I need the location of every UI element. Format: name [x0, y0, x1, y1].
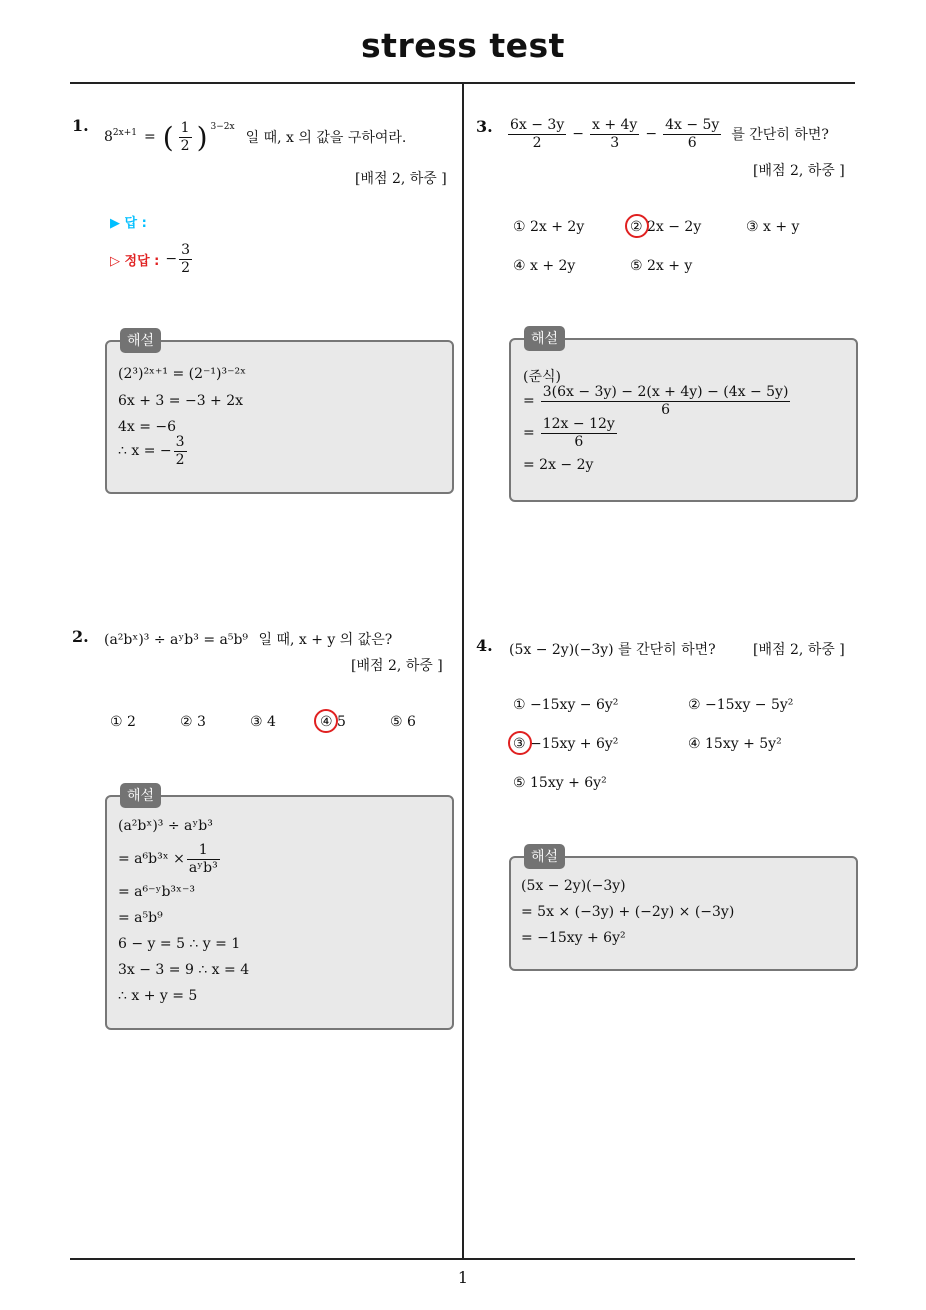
sol2-line-7: ∴ x + y = 5: [118, 988, 198, 1004]
sol3-line-4: = 2x − 2y: [523, 457, 594, 473]
q4-choice-3[interactable]: ③ −15xy + 6y²: [513, 736, 619, 752]
question-3-score: [배점 2, 하중 ]: [753, 163, 845, 179]
q3-fraction-1: [508, 117, 566, 152]
q2-choice-2[interactable]: ② 3: [180, 714, 206, 730]
q3-choice-2[interactable]: ② 2x − 2y: [630, 219, 702, 235]
page-number: 1: [457, 1268, 469, 1287]
sol1-line-4: [118, 434, 189, 469]
question-1-score: [배점 2, 하중 ]: [355, 171, 447, 187]
q1-frac-den: 2: [180, 137, 190, 154]
sol3-l3-eq: =: [523, 425, 535, 442]
q4-choice-1[interactable]: ① −15xy − 6y²: [513, 697, 619, 713]
q1-lhs-base: 8: [104, 129, 113, 146]
sol2-line-1: (a²bˣ)³ ÷ aʸb³: [118, 818, 213, 834]
solution-tag-2: 해설: [120, 783, 161, 808]
q3-choice-4[interactable]: ④ x + 2y: [513, 258, 576, 274]
sol2-line-2: [118, 842, 222, 877]
correct-num: 3: [181, 242, 191, 258]
q3-f2-num: x + 4y: [591, 117, 638, 133]
q1-frac-num: 1: [180, 120, 190, 136]
correct-answer: [110, 242, 194, 277]
question-4-number: 4.: [476, 636, 493, 655]
q3-f3-den: 6: [687, 134, 697, 151]
q3-minus-2: −: [645, 126, 658, 143]
sol3-line-1: (준식): [523, 369, 561, 385]
selected-answer-mark: [508, 731, 532, 755]
question-1-equation: [104, 120, 406, 155]
q3-f3-num: 4x − 5y: [665, 117, 720, 133]
sol3-line-2: [523, 384, 792, 419]
selected-answer-mark: [314, 709, 338, 733]
sol3-l2-den: 6: [661, 401, 671, 418]
q3-f1-num: 6x − 3y: [510, 117, 565, 133]
sol1-line-1: (2³)²ˣ⁺¹ = (2⁻¹)³⁻²ˣ: [118, 366, 247, 382]
sol3-line-3: [523, 416, 619, 451]
correct-den: 2: [181, 259, 191, 276]
q1-paren-close: ): [196, 120, 208, 154]
question-1-text: 일 때, x 의 값을 구하여라.: [245, 130, 407, 147]
question-2-number: 2.: [72, 627, 89, 646]
q1-lhs-exp: 2x+1: [112, 128, 137, 139]
q1-rhs-exp: 3−2x: [210, 122, 235, 133]
sol2-l2-num: 1: [187, 842, 220, 860]
sol3-l2-fraction: [541, 384, 791, 419]
q1-paren-open: (: [162, 120, 174, 154]
sol4-line-2: = 5x × (−3y) + (−2y) × (−3y): [521, 904, 735, 920]
q4-choice-4[interactable]: ④ 15xy + 5y²: [688, 736, 782, 752]
sol3-l3-fraction: [541, 416, 617, 451]
q3-fraction-3: [663, 117, 721, 152]
q2-choice-1[interactable]: ① 2: [110, 714, 136, 730]
sol2-l2-den: aʸb³: [188, 859, 218, 876]
question-3-text: 를 간단히 하면?: [731, 127, 829, 144]
q2-choice-5[interactable]: ⑤ 6: [390, 714, 416, 730]
sol2-line-5: 6 − y = 5 ∴ y = 1: [118, 936, 241, 952]
question-3-number: 3.: [476, 117, 493, 136]
sol2-l2-fraction: [187, 842, 220, 877]
sol3-l2-eq: =: [523, 393, 535, 410]
sol2-line-6: 3x − 3 = 9 ∴ x = 4: [118, 962, 250, 978]
page-title: stress test: [361, 26, 565, 65]
question-2-score: [배점 2, 하중 ]: [351, 658, 443, 674]
sol1-line-2: 6x + 3 = −3 + 2x: [118, 393, 244, 409]
sol3-l3-num: 12x − 12y: [542, 416, 615, 432]
solution-tag-4: 해설: [524, 844, 565, 869]
sol1-l4-den: 2: [175, 451, 185, 468]
q2-choice-3[interactable]: ③ 4: [250, 714, 276, 730]
sol1-l4-prefix: ∴ x = −: [118, 443, 172, 460]
sol2-line-3: = a⁶⁻ʸb³ˣ⁻³: [118, 884, 195, 900]
sol4-line-3: = −15xy + 6y²: [521, 930, 626, 946]
sol2-l2-prefix: = a⁶b³ˣ ×: [118, 851, 185, 868]
question-3-expression: [506, 117, 829, 152]
sol1-l4-fraction: [174, 434, 187, 469]
question-4-score: [배점 2, 하중 ]: [753, 642, 845, 658]
question-2-stem: [104, 629, 392, 649]
sol1-l4-num: 3: [175, 434, 185, 450]
q4-choice-5[interactable]: ⑤ 15xy + 6y²: [513, 775, 607, 791]
sol2-line-4: = a⁵b⁹: [118, 910, 163, 926]
q3-choice-5[interactable]: ⑤ 2x + y: [630, 258, 693, 274]
q3-f1-den: 2: [532, 134, 542, 151]
column-divider: [462, 83, 464, 1259]
solution-box-1: [105, 340, 454, 494]
sol3-l3-den: 6: [574, 433, 584, 450]
q3-minus-1: −: [572, 126, 584, 143]
solution-tag-1: 해설: [120, 328, 161, 353]
sol4-line-1: (5x − 2y)(−3y): [521, 878, 626, 894]
correct-fraction: [179, 242, 192, 277]
q1-fraction: [179, 120, 192, 155]
question-4-stem: [509, 639, 716, 659]
correct-label: ▷ 정답 :: [110, 253, 160, 269]
correct-sign: −: [165, 251, 178, 268]
q2-choice-4[interactable]: ④ 5: [320, 714, 346, 730]
question-2-expr: (a²bˣ)³ ÷ aʸb³ = a⁵b⁹: [104, 632, 249, 648]
footer-divider: [70, 1258, 855, 1260]
q3-choice-1[interactable]: ① 2x + 2y: [513, 219, 585, 235]
q1-equals: =: [144, 129, 156, 146]
question-4-text: 를 간단히 하면?: [618, 642, 716, 658]
q3-f2-den: 3: [610, 134, 620, 151]
question-2-text: 일 때, x + y 의 값은?: [258, 632, 393, 648]
q3-choice-3[interactable]: ③ x + y: [746, 219, 800, 235]
sol3-l2-num: 3(6x − 3y) − 2(x + 4y) − (4x − 5y): [542, 384, 789, 400]
question-4-expr: (5x − 2y)(−3y): [509, 642, 614, 658]
selected-answer-mark: [625, 214, 649, 238]
question-1-number: 1.: [72, 116, 89, 135]
solution-tag-3: 해설: [524, 326, 565, 351]
q3-fraction-2: [590, 117, 639, 152]
answer-label: ▶ 답 :: [110, 216, 147, 231]
sol1-line-3: 4x = −6: [118, 419, 177, 435]
q4-choice-2[interactable]: ② −15xy − 5y²: [688, 697, 794, 713]
